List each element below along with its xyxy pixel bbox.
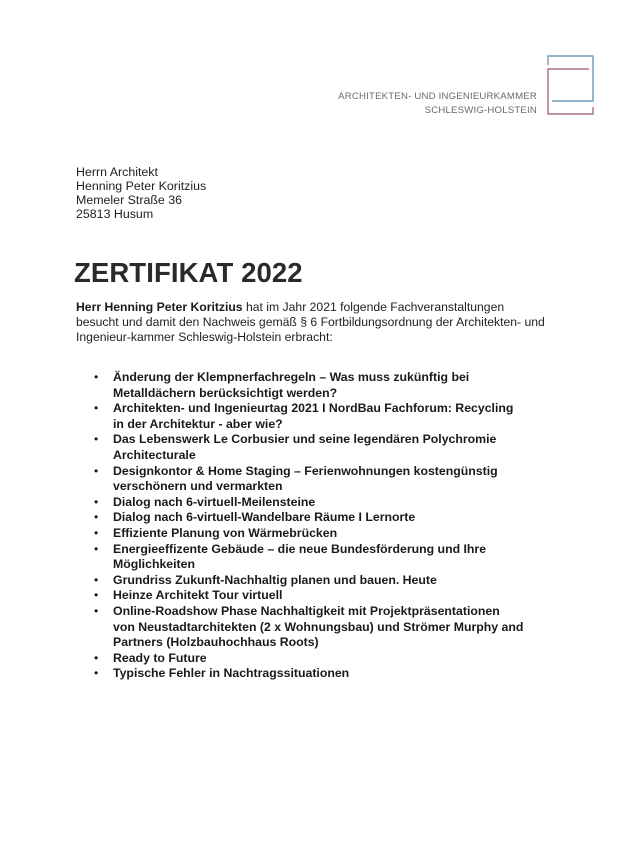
- event-title: Typische Fehler in Nachtragssituationen: [113, 666, 350, 681]
- event-title: Designkontor & Home Staging – Ferienwohnungen kostengünstig verschönern und vermarkten: [113, 463, 498, 494]
- bullet-icon: •: [94, 510, 99, 525]
- event-title: Änderung der Klempnerfachregeln – Was muss zukünftig bei Metalldächern berücksichtigt werden?: [113, 370, 470, 400]
- address-city: 25813 Husum: [76, 207, 154, 221]
- event-title: Dialog nach 6-virtuell-Meilensteine: [113, 494, 316, 509]
- list-item: [94, 526, 524, 542]
- logo-blue-stroke: [548, 56, 593, 101]
- list-item: [94, 510, 524, 526]
- bullet-icon: •: [94, 666, 99, 681]
- address-street: Memeler Straße 36: [76, 193, 183, 207]
- bullet-icon: •: [94, 603, 99, 618]
- event-title: Architekten- und Ingenieurtag 2021 I NordBau Fachforum: Recycling in der Architektur - aber wie?: [113, 401, 514, 431]
- bullet-icon: •: [94, 541, 99, 556]
- list-item: [94, 432, 524, 463]
- event-title: Ready to Future: [113, 650, 207, 665]
- list-item: [94, 588, 524, 604]
- logo-red-stroke: [548, 69, 593, 114]
- list-item: [94, 651, 524, 667]
- list-item: [94, 495, 524, 511]
- organization-name: [338, 90, 537, 118]
- certificate-title: ZERTIFIKAT 2022: [74, 257, 303, 288]
- list-item: [94, 666, 524, 682]
- org-line-2: SCHLESWIG-HOLSTEIN: [424, 105, 537, 116]
- list-item: [94, 604, 524, 651]
- bullet-icon: •: [94, 650, 99, 665]
- list-item: [94, 573, 524, 589]
- event-title: Online-Roadshow Phase Nachhaltigkeit mit Projektpräsentationen von Neustadtarchitekten (2 x Wohnungsbau) und Strömer Murphy and Partners (Holzbauhochhaus Roots): [113, 603, 524, 650]
- intro-recipient-name: Herr Henning Peter Koritzius: [76, 300, 243, 314]
- address-salutation: Herrn Architekt: [76, 165, 158, 179]
- event-title: Das Lebenswerk Le Corbusier und seine legendären Polychromie Architecturale: [113, 432, 497, 462]
- list-item: [94, 464, 524, 495]
- event-title: Energieeffizente Gebäude – die neue Bundesförderung und Ihre Möglichkeiten: [113, 541, 487, 572]
- list-item: [94, 401, 524, 432]
- bullet-icon: •: [94, 463, 99, 478]
- list-item: [94, 542, 524, 573]
- bullet-icon: •: [94, 572, 99, 587]
- events-list: [94, 370, 524, 682]
- event-title: Heinze Architekt Tour virtuell: [113, 588, 283, 603]
- intro-text: hat im Jahr 2021 folgende Fachveranstaltungen besucht und damit den Nachweis gemäß § 6 Fortbildungsordnung der Architekten- und Ingenieur-kammer Schleswig-Holstein erbracht:: [76, 300, 545, 344]
- bullet-icon: •: [94, 401, 99, 416]
- bullet-icon: •: [94, 525, 99, 540]
- recipient-address: [76, 165, 206, 221]
- bullet-icon: •: [94, 370, 99, 384]
- address-name: Henning Peter Koritzius: [76, 179, 207, 193]
- bullet-icon: •: [94, 432, 99, 447]
- list-item: [94, 370, 524, 401]
- intro-paragraph: [76, 300, 546, 345]
- event-title: Dialog nach 6-virtuell-Wandelbare Räume I Lernorte: [113, 510, 416, 525]
- bullet-icon: •: [94, 588, 99, 603]
- bullet-icon: •: [94, 494, 99, 509]
- chamber-logo-icon: [546, 53, 596, 118]
- org-line-1: ARCHITEKTEN- UND INGENIEURKAMMER: [338, 91, 537, 102]
- event-title: Grundriss Zukunft-Nachhaltig planen und bauen. Heute: [113, 572, 437, 587]
- event-title: Effiziente Planung von Wärmebrücken: [113, 525, 338, 540]
